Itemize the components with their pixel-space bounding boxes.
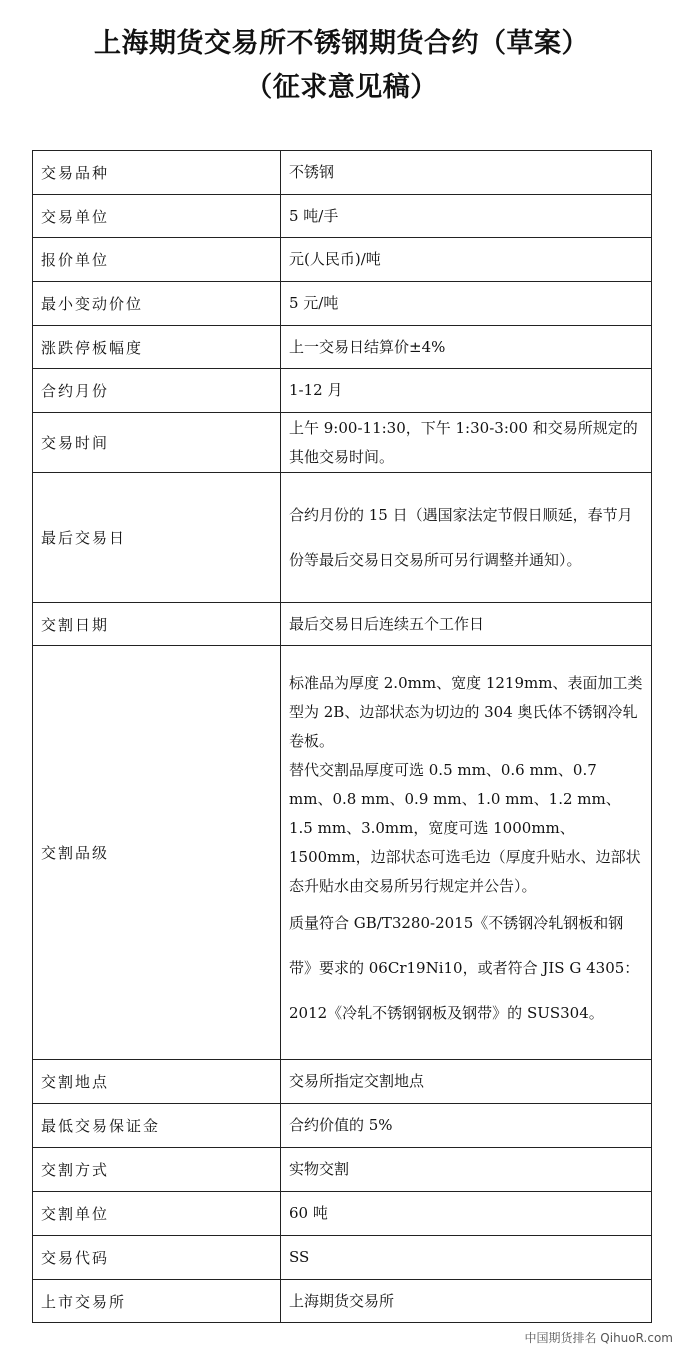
table-row	[33, 1148, 652, 1192]
row-label: 最后交易日	[33, 473, 281, 603]
document-title: 上海期货交易所不锈钢期货合约（草案）	[94, 28, 589, 59]
table-row	[33, 151, 652, 195]
row-value: SS	[281, 1236, 652, 1280]
row-value: 元(人民币)/吨	[281, 238, 652, 282]
row-label: 交易品种	[33, 151, 281, 195]
row-value: 上一交易日结算价±4%	[281, 326, 652, 369]
table-row	[33, 646, 652, 1060]
row-value: 上午 9:00-11:30，下午 1:30-3:00 和交易所规定的其他交易时间。	[281, 413, 652, 473]
row-label: 交割单位	[33, 1192, 281, 1236]
row-label: 最低交易保证金	[33, 1104, 281, 1148]
row-value: 60 吨	[281, 1192, 652, 1236]
row-label: 交割方式	[33, 1148, 281, 1192]
table-row	[33, 603, 652, 646]
row-label: 报价单位	[33, 238, 281, 282]
row-value: 合约价值的 5%	[281, 1104, 652, 1148]
row-value	[281, 646, 652, 1060]
delivery-grade-standard: 标准品为厚度 2.0mm、宽度 1219mm、表面加工类型为 2B、边部状态为切边的 304 奥氏体不锈钢冷轧卷板。	[289, 674, 643, 750]
row-value: 最后交易日后连续五个工作日	[281, 603, 652, 646]
row-label: 涨跌停板幅度	[33, 326, 281, 369]
row-label: 交易时间	[33, 413, 281, 473]
table-row	[33, 326, 652, 369]
row-value	[281, 473, 652, 603]
contract-spec-table	[32, 150, 652, 1323]
row-label: 最小变动价位	[33, 282, 281, 326]
row-value: 交易所指定交割地点	[281, 1060, 652, 1104]
delivery-grade-substitute: 替代交割品厚度可选 0.5 mm、0.6 mm、0.7 mm、0.8 mm、0.9 mm、1.0 mm、1.2 mm、1.5 mm、3.0mm，宽度可选 1000mm、1500mm，边部状态可选毛边（厚度升贴水、边部状态升贴水由交易所另行规定并公告）。	[289, 761, 641, 895]
row-value: 实物交割	[281, 1148, 652, 1192]
table-row	[33, 238, 652, 282]
row-label: 交割地点	[33, 1060, 281, 1104]
table-row	[33, 369, 652, 413]
table-row	[33, 1104, 652, 1148]
row-label: 上市交易所	[33, 1280, 281, 1323]
row-value-text: 合约月份的 15 日（遇国家法定节假日顺延，春节月份等最后交易日交易所可另行调整并通知）。	[289, 505, 633, 569]
table-row	[33, 1280, 652, 1323]
row-label: 合约月份	[33, 369, 281, 413]
table-row	[33, 1236, 652, 1280]
row-value: 不锈钢	[281, 151, 652, 195]
table-row	[33, 473, 652, 603]
table-row	[33, 413, 652, 473]
row-value: 上海期货交易所	[281, 1280, 652, 1323]
table-row	[33, 282, 652, 326]
delivery-grade-quality: 质量符合 GB/T3280-2015《不锈钢冷轧钢板和钢带》要求的 06Cr19Ni10，或者符合 JIS G 4305：2012《冷轧不锈钢钢板及钢带》的 SUS304。	[289, 914, 640, 1022]
row-label: 交割日期	[33, 603, 281, 646]
document-subtitle: （征求意见稿）	[245, 72, 438, 103]
row-value: 1-12 月	[281, 369, 652, 413]
row-label: 交割品级	[33, 646, 281, 1060]
row-value: 5 吨/手	[281, 195, 652, 238]
row-value: 5 元/吨	[281, 282, 652, 326]
table-row	[33, 1192, 652, 1236]
watermark: 中国期货排名 QihuoR.com	[524, 1331, 673, 1345]
row-label: 交易单位	[33, 195, 281, 238]
row-label: 交易代码	[33, 1236, 281, 1280]
table-row	[33, 1060, 652, 1104]
table-row	[33, 195, 652, 238]
